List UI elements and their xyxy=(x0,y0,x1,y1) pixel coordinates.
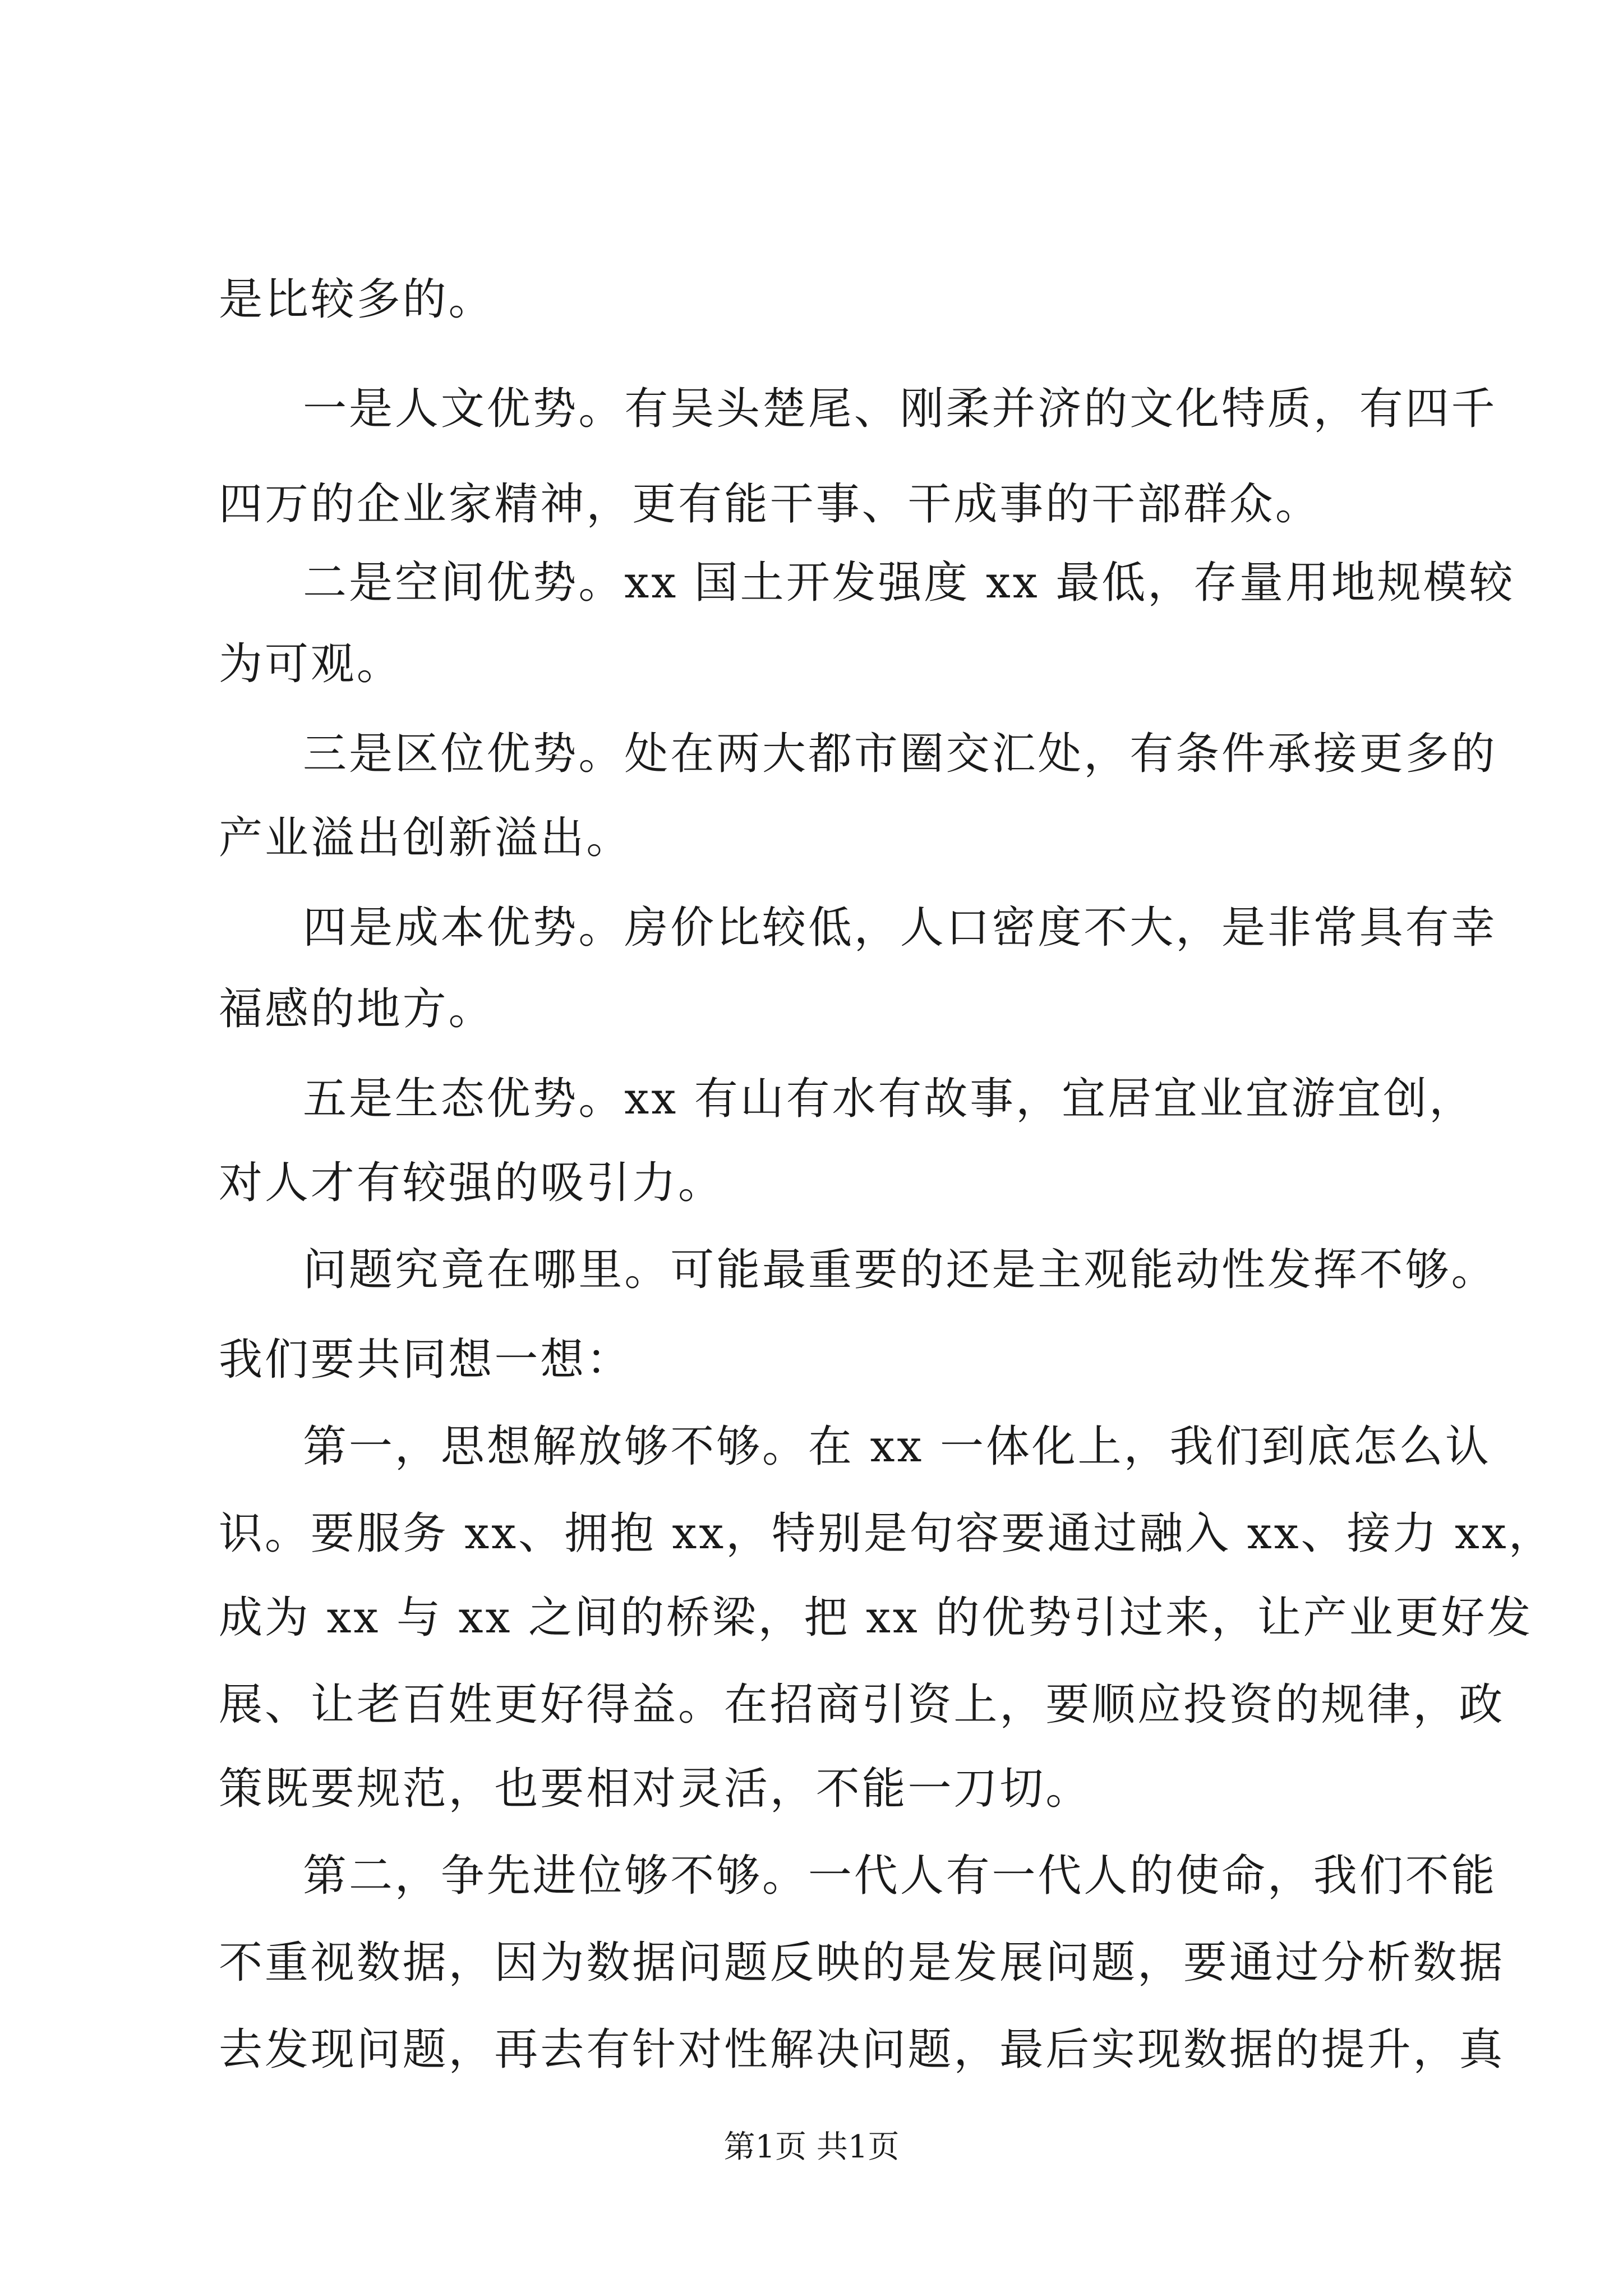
paragraph-line-17: 展、让老百姓更好得益。在招商引资上，要顺应投资的规律，政 xyxy=(219,1680,1505,1730)
paragraph-line-16: 成为 xx 与 xx 之间的桥梁，把 xx 的优势引过来，让产业更好发 xyxy=(219,1593,1533,1643)
paragraph-line-21: 去发现问题，再去有针对性解决问题，最后实现数据的提升，真 xyxy=(219,2024,1505,2075)
paragraph-line-12: 问题究竟在哪里。可能最重要的还是主观能动性发挥不够。 xyxy=(303,1245,1497,1295)
paragraph-line-2: 一是人文优势。有吴头楚尾、刚柔并济的文化特质，有四千 xyxy=(303,384,1497,434)
paragraph-line-3: 四万的企业家精神，更有能干事、干成事的干部群众。 xyxy=(219,479,1321,530)
paragraph-line-19: 第二，争先进位够不够。一代人有一代人的使命，我们不能 xyxy=(303,1851,1497,1901)
paragraph-line-18: 策既要规范，也要相对灵活，不能一刀切。 xyxy=(219,1764,1092,1814)
paragraph-line-11: 对人才有较强的吸引力。 xyxy=(219,1158,724,1208)
paragraph-line-8: 四是成本优势。房价比较低，人口密度不大，是非常具有幸 xyxy=(303,903,1497,953)
paragraph-line-5: 为可观。 xyxy=(219,639,403,689)
paragraph-line-10: 五是生态优势。xx 有山有水有故事，宜居宜业宜游宜创， xyxy=(303,1074,1476,1124)
paragraph-line-1: 是比较多的。 xyxy=(219,274,495,325)
paragraph-line-20: 不重视数据，因为数据问题反映的是发展问题，要通过分析数据 xyxy=(219,1938,1505,1988)
paragraph-line-13: 我们要共同想一想： xyxy=(219,1335,633,1385)
paragraph-line-4: 二是空间优势。xx 国土开发强度 xx 最低，存量用地规模较 xyxy=(303,558,1515,608)
paragraph-line-9: 福感的地方。 xyxy=(219,984,495,1034)
paragraph-line-6: 三是区位优势。处在两大都市圈交汇处，有条件承接更多的 xyxy=(303,729,1497,779)
paragraph-line-15: 识。要服务 xx、拥抱 xx，特别是句容要通过融入 xx、接力 xx， xyxy=(219,1508,1555,1559)
paragraph-line-14: 第一，思想解放够不够。在 xx 一体化上，我们到底怎么认 xyxy=(303,1421,1491,1472)
page-footer: 第1页 共1页 xyxy=(723,2129,900,2165)
paragraph-line-7: 产业溢出创新溢出。 xyxy=(219,813,633,863)
